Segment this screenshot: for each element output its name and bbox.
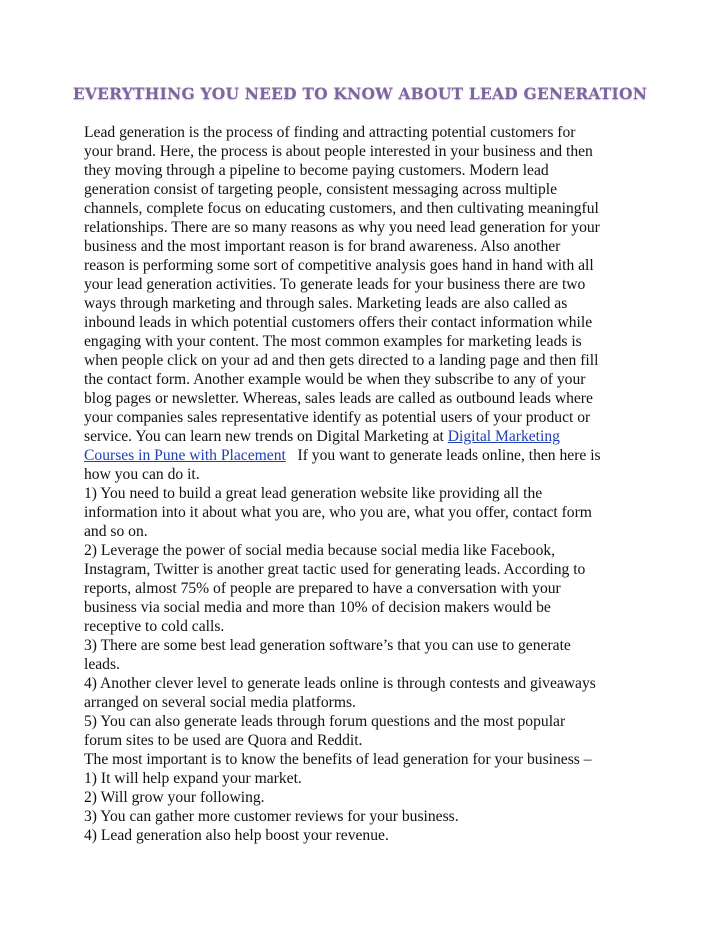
body-line: information into it about what you are, who you are, what you offer, contact form [84,504,592,521]
link-line-after-text: If you want to generate leads online, then here is [285,447,601,464]
body-line-with-link [84,446,644,465]
body-line: reason is performing some sort of competitive analysis goes hand in hand with all [84,257,594,274]
body-line: how you can do it. [84,466,200,483]
body-line: channels, complete focus on educating customers, and then cultivating meaningful [84,200,599,217]
body-line: 4) Another clever level to generate leads online is through contests and giveaways [84,675,596,692]
body-line-with-link [84,427,644,446]
body-line: leads. [84,656,120,673]
body-line: arranged on several social media platforms. [84,694,356,711]
body-line: 3) There are some best lead generation software’s that you can use to generate [84,637,571,654]
body-line: receptive to cold calls. [84,618,225,635]
body-line: 4) Lead generation also help boost your revenue. [84,827,389,844]
body-line: inbound leads in which potential customers offers their contact information while [84,314,593,331]
body-line: your companies sales representative identify as potential users of your product or [84,409,591,426]
body-line: Lead generation is the process of finding and attracting potential customers for [84,124,576,141]
course-link-part-2[interactable]: Courses in Pune with Placement [84,447,286,464]
body-line: generation consist of targeting people, consistent messaging across multiple [84,181,558,198]
body-line: the contact form. Another example would be when they subscribe to any of your [84,371,586,388]
course-link-part-1[interactable]: Digital Marketing [447,428,560,445]
body-line: your brand. Here, the process is about people interested in your business and then [84,143,593,160]
body-line: 2) Will grow your following. [84,789,265,806]
body-line: they moving through a pipeline to become paying customers. Modern lead [84,162,549,179]
body-line: The most important is to know the benefits of lead generation for your business – [84,751,592,768]
body-line: and so on. [84,523,148,540]
body-line: 5) You can also generate leads through forum questions and the most popular [84,713,566,730]
body-line: business via social media and more than 10% of decision makers would be [84,599,551,616]
body-line: forum sites to be used are Quora and Reddit. [84,732,363,749]
body-line: business and the most important reason is for brand awareness. Also another [84,238,561,255]
body-line: 3) You can gather more customer reviews for your business. [84,808,459,825]
body-line: ways through marketing and through sales. Marketing leads are also called as [84,295,568,312]
document-body [84,123,644,845]
document-title: EVERYTHING YOU NEED TO KNOW ABOUT LEAD GENERATION [72,84,648,103]
body-line: 2) Leverage the power of social media because social media like Facebook, [84,542,556,559]
body-line: your lead generation activities. To generate leads for your business there are two [84,276,586,293]
body-line: reports, almost 75% of people are prepared to have a conversation with your [84,580,561,597]
body-line: Instagram, Twitter is another great tactic used for generating leads. According to [84,561,586,578]
body-line: blog pages or newsletter. Whereas, sales leads are called as outbound leads where [84,390,593,407]
body-line: engaging with your content. The most common examples for marketing leads is [84,333,582,350]
link-line-text: service. You can learn new trends on Digital Marketing at [84,428,448,445]
body-line: relationships. There are so many reasons as why you need lead generation for your [84,219,600,236]
body-line: 1) You need to build a great lead generation website like providing all the [84,485,543,502]
body-line: 1) It will help expand your market. [84,770,302,787]
body-line: when people click on your ad and then gets directed to a landing page and then fill [84,352,599,369]
